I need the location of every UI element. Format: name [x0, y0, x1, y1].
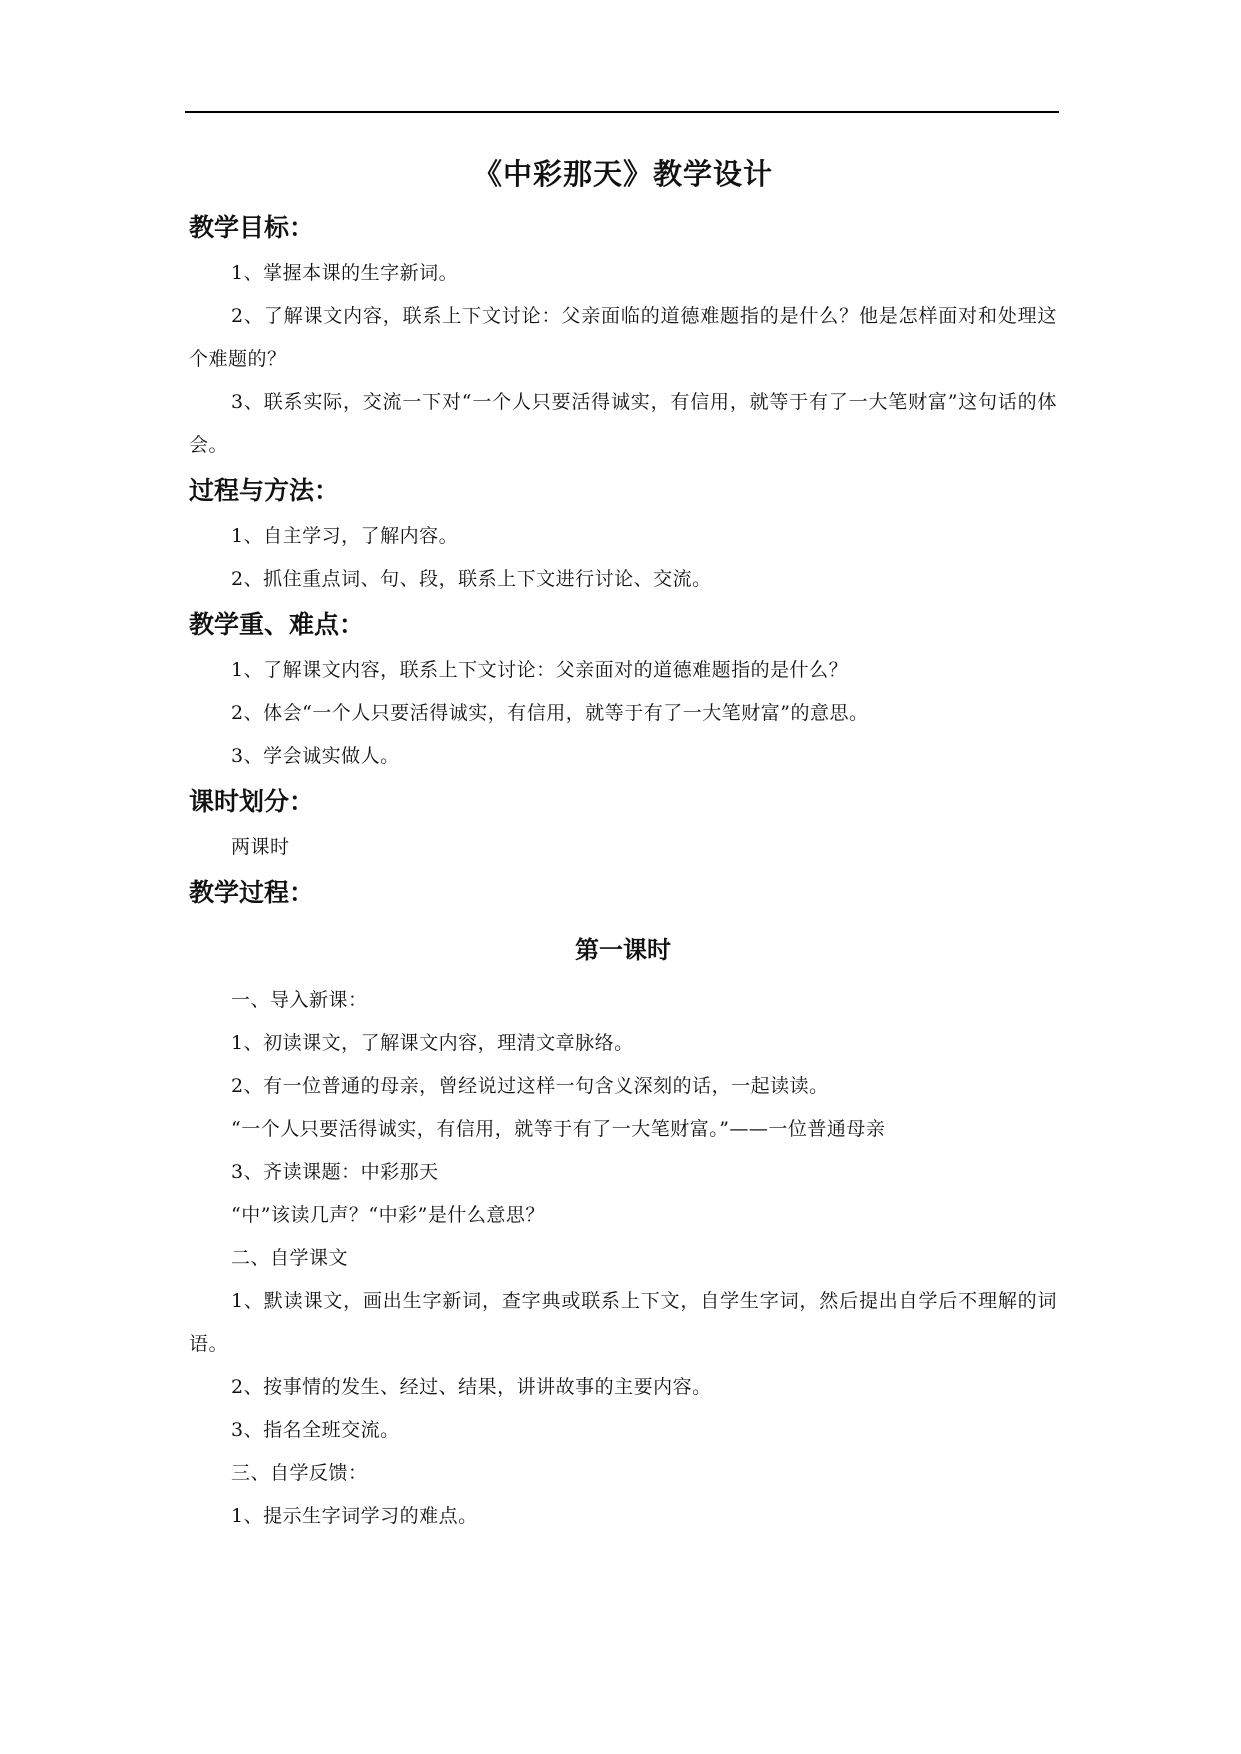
procedure-item: 一、导入新课：	[231, 989, 368, 1011]
key-point-item: 1、了解课文内容，联系上下文讨论：父亲面对的道德难题指的是什么？	[231, 659, 849, 681]
section-heading-key-points: 教学重、难点：	[189, 610, 365, 639]
procedure-item: 1、提示生字词学习的难点。	[231, 1505, 478, 1527]
document-body	[189, 148, 1057, 1538]
procedure-item: 3、齐读课题：中彩那天	[231, 1161, 439, 1183]
procedure-item: 3、指名全班交流。	[231, 1419, 400, 1441]
lesson-title: 第一课时	[575, 936, 671, 964]
header-rule	[185, 111, 1059, 113]
key-point-item: 2、体会“一个人只要活得诚实，有信用，就等于有了一大笔财富”的意思。	[231, 702, 869, 724]
quote-line: “一个人只要活得诚实，有信用，就等于有了一大笔财富。”——一位普通母亲	[231, 1118, 886, 1140]
procedure-item: 2、按事情的发生、经过、结果，讲讲故事的主要内容。	[231, 1376, 712, 1398]
goal-item: 2、了解课文内容，联系上下文讨论：父亲面临的道德难题指的是什么？他是怎样面对和处理这个难题的？	[189, 305, 1057, 370]
process-item: 2、抓住重点词、句、段，联系上下文进行讨论、交流。	[231, 568, 712, 590]
procedure-item: 二、自学课文	[231, 1247, 349, 1269]
section-heading-process-method: 过程与方法：	[189, 476, 340, 505]
document-title: 《中彩那天》教学设计	[472, 157, 773, 191]
section-heading-procedure: 教学过程：	[189, 878, 315, 907]
key-point-item: 3、学会诚实做人。	[231, 745, 400, 767]
period-item: 两课时	[231, 836, 290, 858]
procedure-item: 1、初读课文，了解课文内容，理清文章脉络。	[231, 1032, 634, 1054]
section-heading-goals: 教学目标：	[189, 213, 315, 242]
procedure-item: “中”该读几声？“中彩”是什么意思？	[231, 1204, 545, 1226]
section-heading-periods: 课时划分：	[189, 787, 315, 816]
procedure-item: 三、自学反馈：	[231, 1462, 368, 1484]
procedure-item: 1、默读课文，画出生字新词，查字典或联系上下文，自学生字词，然后提出自学后不理解的词语。	[189, 1290, 1057, 1355]
process-item: 1、自主学习，了解内容。	[231, 525, 459, 547]
goal-item: 1、掌握本课的生字新词。	[231, 262, 459, 284]
procedure-item: 2、有一位普通的母亲，曾经说过这样一句含义深刻的话，一起读读。	[231, 1075, 829, 1097]
goal-item: 3、联系实际，交流一下对“一个人只要活得诚实，有信用，就等于有了一大笔财富”这句话的体会。	[189, 391, 1057, 456]
